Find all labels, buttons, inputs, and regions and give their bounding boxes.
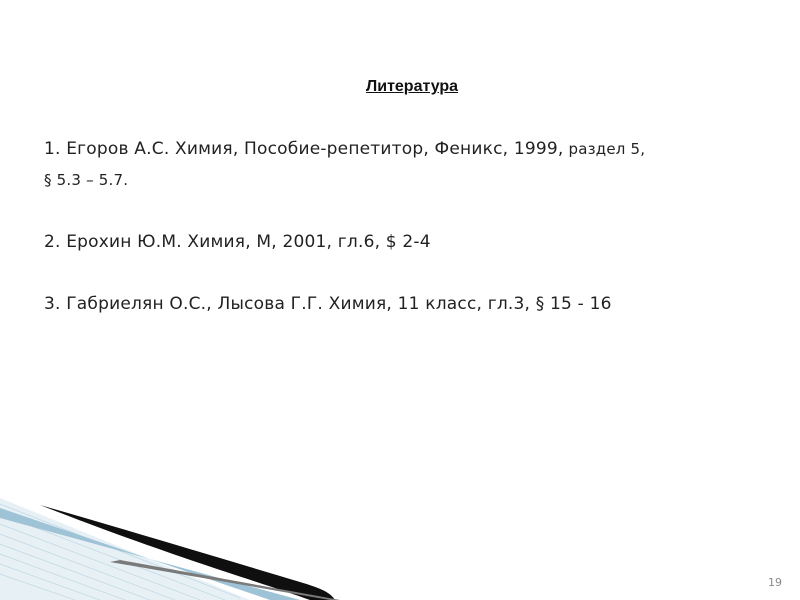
reference-1-section: раздел 5, bbox=[563, 140, 646, 158]
reference-2: 2. Ерохин Ю.М. Химия, М, 2001, гл.6, $ 2-4 bbox=[44, 232, 431, 252]
reference-1-line-1 bbox=[44, 139, 645, 159]
slide-title: Литература bbox=[366, 78, 459, 95]
reference-1-line-2: § 5.3 – 5.7. bbox=[44, 171, 129, 189]
reference-1-main: 1. Егоров А.С. Химия, Пособие-репетитор, Феникс, 1999, bbox=[44, 139, 564, 159]
reference-3: 3. Габриелян О.С., Лысова Г.Г. Химия, 11 класс, гл.3, § 15 - 16 bbox=[44, 294, 612, 314]
page-number: 19 bbox=[768, 576, 782, 589]
wave-light-band bbox=[0, 498, 250, 600]
